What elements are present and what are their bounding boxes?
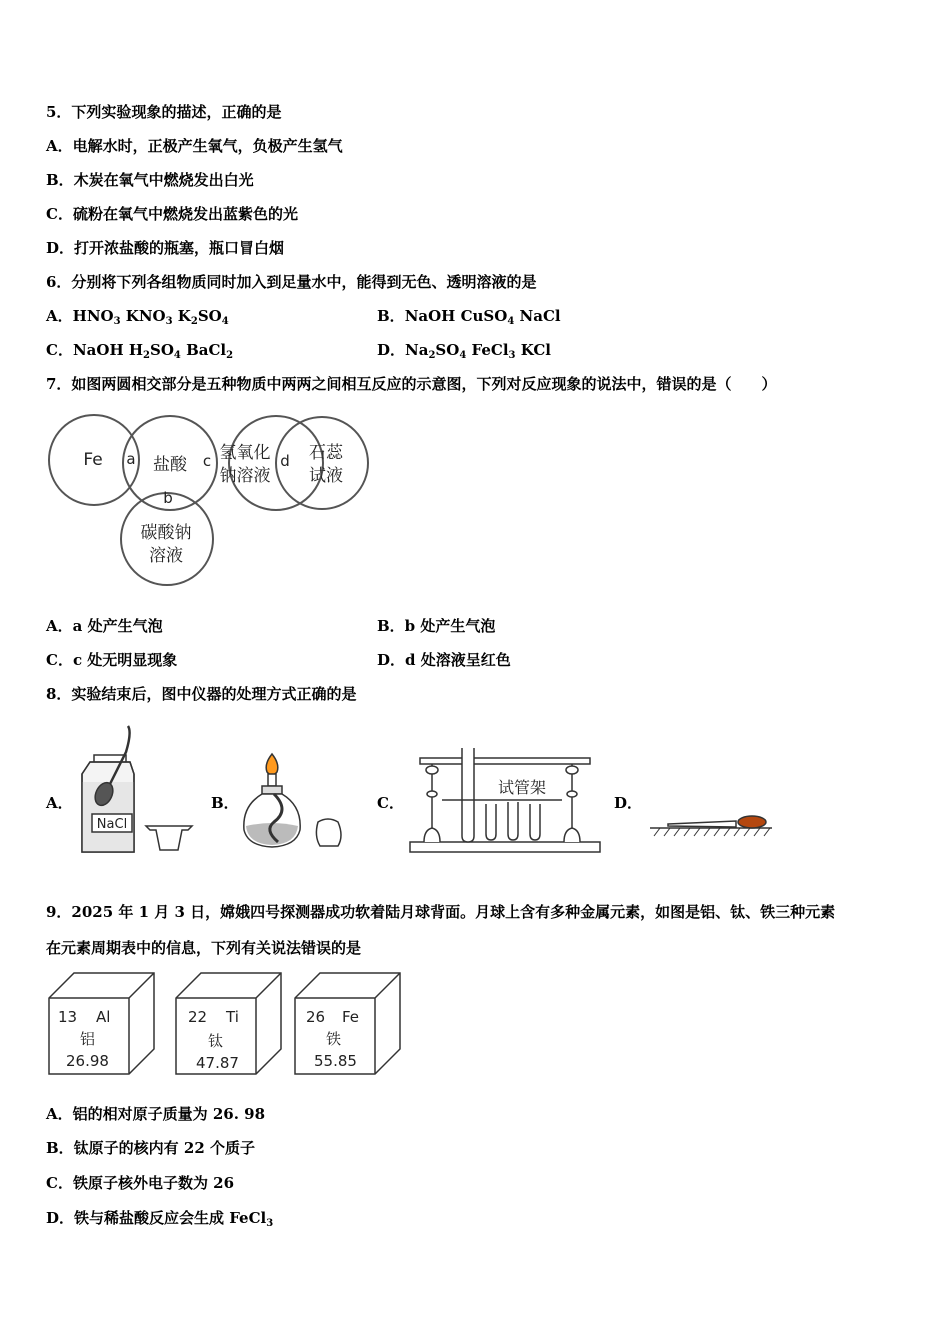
label-na2co3-1: 碳酸钠 — [140, 523, 192, 543]
label-litmus-1: 石蕊 — [309, 443, 343, 463]
label-na2co3-2: 溶液 — [149, 546, 183, 566]
q7-reaction-circles-diagram — [40, 408, 380, 593]
q9-option-c: C．铁原子核外电子数为 26 — [46, 1174, 235, 1192]
mark-b: b — [163, 489, 173, 507]
q8-label-b: B． — [211, 794, 239, 812]
al-mass: 26.98 — [66, 1052, 109, 1070]
bottle-label: NaCl — [96, 817, 128, 832]
q7-stem: 7．如图两圆相交部分是五种物质中两两之间相互反应的示意图，下列对反应现象的说法中，错误的是（ ） — [46, 375, 777, 393]
label-naoh-1: 氢氧化 — [219, 443, 271, 463]
fe-mass: 55.85 — [314, 1052, 357, 1070]
q6-option-b: B．NaOH CuSO$_4$ NaCl — [377, 307, 561, 327]
ti-symbol: Ti — [226, 1008, 239, 1026]
ti-number: 22 — [188, 1008, 208, 1026]
q8-reagent-bottle-figure — [74, 722, 199, 858]
mark-a: a — [126, 450, 136, 468]
q6-option-d: D．$Na_2SO_4$ FeCl$_3$ KCl — [377, 341, 551, 361]
q6-option-c: C．NaOH $H_2SO_4$ BaCl$_2$ — [46, 341, 234, 361]
q7-option-a: A．a 处产生气泡 — [46, 617, 163, 635]
fe-number: 26 — [306, 1008, 326, 1026]
fe-name: 铁 — [326, 1030, 342, 1048]
q7-option-b: B．b 处产生气泡 — [377, 617, 496, 635]
fe-symbol: Fe — [342, 1008, 360, 1026]
q9-stem-line-2: 在元素周期表中的信息，下列有关说法错误的是 — [46, 939, 362, 957]
q5-option-a: A．电解水时，正极产生氧气，负极产生氢气 — [46, 137, 343, 155]
label-naoh-2: 钠溶液 — [219, 466, 271, 486]
al-number: 13 — [58, 1008, 78, 1026]
rack-label: 试管架 — [497, 778, 547, 797]
al-symbol: Al — [96, 1008, 111, 1026]
ti-name: 钛 — [208, 1032, 224, 1050]
q5-stem: 5．下列实验现象的描述，正确的是 — [46, 103, 282, 121]
flame-icon — [266, 754, 278, 775]
mark-d: d — [280, 452, 290, 470]
q7-option-d: D．d 处溶液呈红色 — [377, 651, 511, 669]
q8-label-d: D． — [614, 794, 643, 812]
label-hcl: 盐酸 — [153, 455, 187, 475]
q8-test-tube-rack-figure — [402, 744, 606, 856]
q6-stem: 6．分别将下列各组物质同时加入到足量水中，能得到无色、透明溶液的是 — [46, 273, 537, 291]
q5-option-c: C．硫粉在氧气中燃烧发出蓝紫色的光 — [46, 205, 298, 223]
q6-option-a: A．$HNO_3$ $KNO_3$ $K_2SO_4$ — [46, 307, 229, 327]
q8-dropper-figure — [646, 806, 776, 840]
q8-alcohol-lamp-figure — [234, 750, 354, 854]
label-litmus-2: 试液 — [309, 466, 343, 486]
q5-option-b: B．木炭在氧气中燃烧发出白光 — [46, 171, 254, 189]
q5-option-d: D．打开浓盐酸的瓶塞，瓶口冒白烟 — [46, 239, 285, 257]
mark-c: c — [202, 452, 212, 470]
ti-mass: 47.87 — [196, 1054, 239, 1072]
q9-option-b: B．钛原子的核内有 22 个质子 — [46, 1139, 255, 1157]
label-fe: Fe — [83, 450, 103, 470]
q7-option-c: C．c 处无明显现象 — [46, 651, 178, 669]
q9-option-a: A．铝的相对原子质量为 26. 98 — [46, 1105, 266, 1123]
q9-option-d: D．铁与稀盐酸反应会生成 FeCl$_3$ — [46, 1209, 274, 1229]
q9-stem-line-1: 9．2025 年 1 月 3 日，嫦娥四号探测器成功软着陆月球背面。月球上含有多种金属元素，如图是铝、钛、铁三种元素 — [46, 903, 836, 921]
q9-periodic-cells — [46, 970, 406, 1078]
q8-label-c: C． — [377, 794, 404, 812]
al-name: 铝 — [80, 1030, 96, 1048]
q8-stem: 8．实验结束后，图中仪器的处理方式正确的是 — [46, 685, 357, 703]
q8-label-a: A． — [46, 794, 73, 812]
